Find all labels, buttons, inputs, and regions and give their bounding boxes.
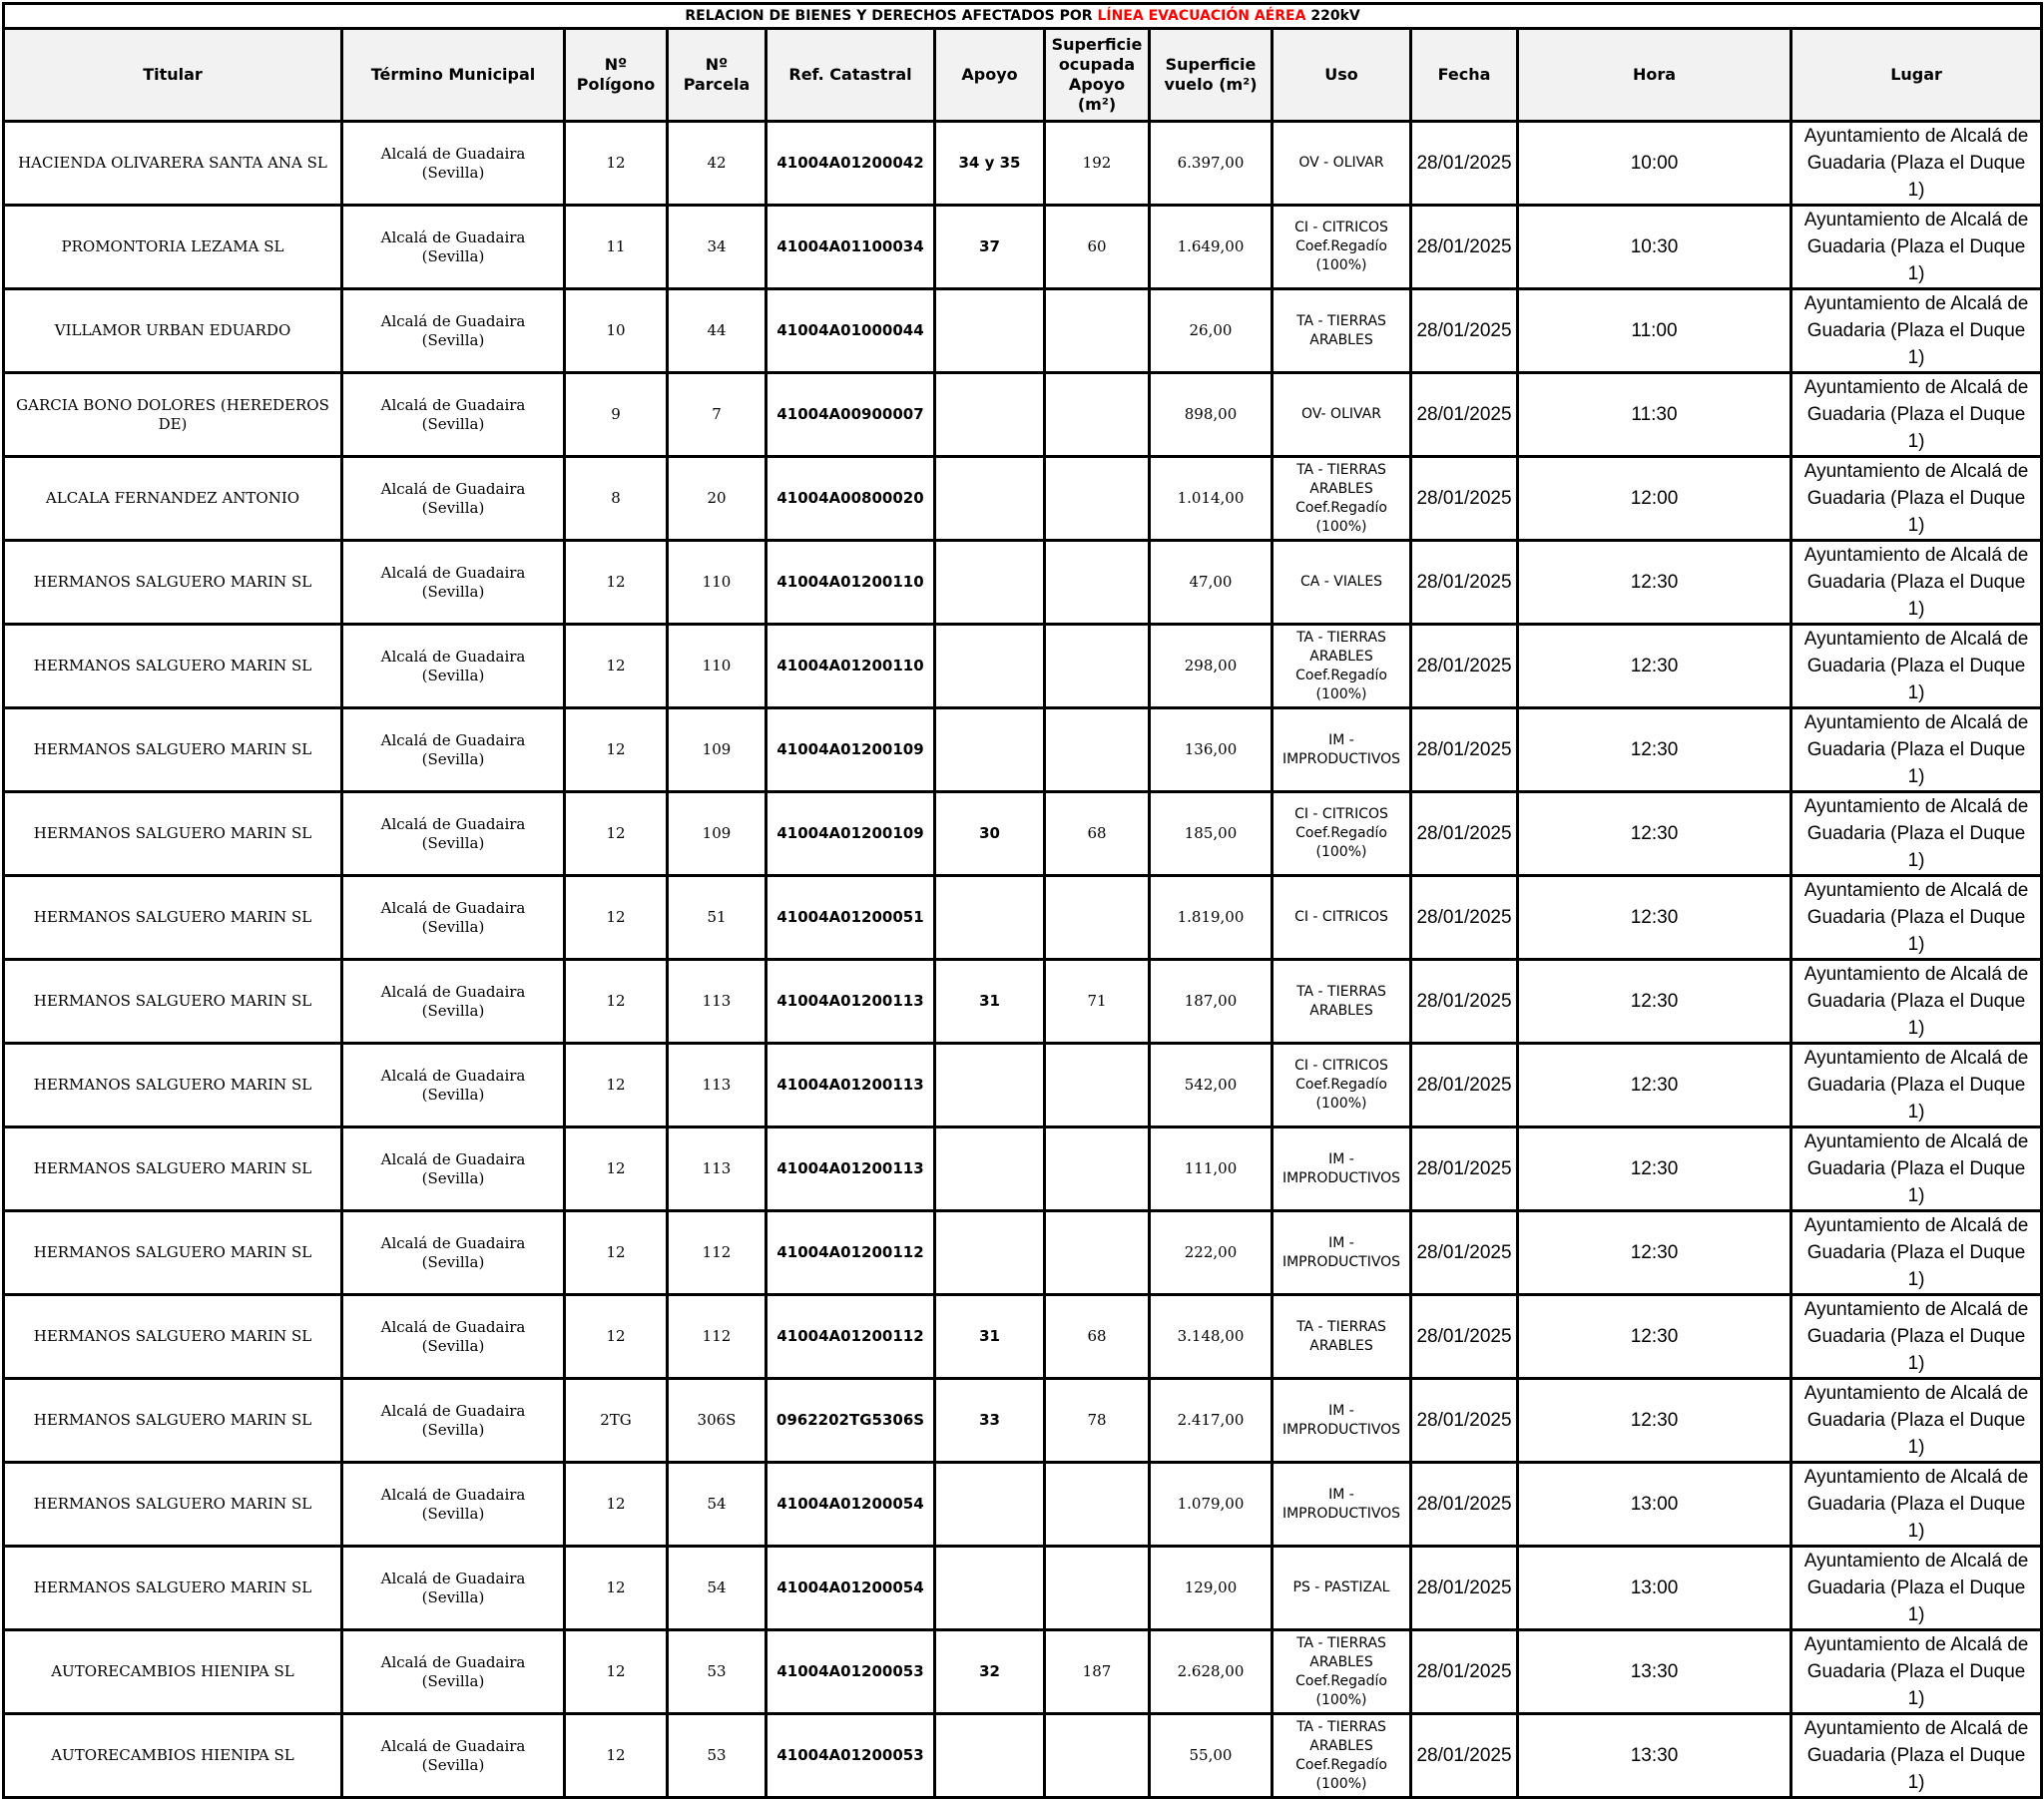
fecha-cell: 28/01/2025 [1411, 1630, 1518, 1714]
parcela-cell: 113 [668, 1127, 766, 1211]
hora-cell: 12:30 [1518, 541, 1791, 625]
poligono-cell: 12 [565, 792, 668, 876]
ref-catastral-cell: 41004A01200051 [766, 876, 935, 960]
header-hora: Hora [1518, 29, 1791, 122]
table-row [4, 1044, 2042, 1127]
fecha-cell: 28/01/2025 [1411, 1463, 1518, 1547]
apoyo-cell [935, 1127, 1045, 1211]
superficie-apoyo-cell [1045, 373, 1150, 457]
poligono-cell: 10 [565, 289, 668, 373]
table-row [4, 457, 2042, 541]
termino-cell: Alcalá de Guadaira (Sevilla) [342, 122, 565, 206]
parcela-cell: 42 [668, 122, 766, 206]
termino-cell: Alcalá de Guadaira (Sevilla) [342, 1295, 565, 1379]
superficie-vuelo-cell: 1.649,00 [1150, 206, 1273, 289]
hora-cell: 11:30 [1518, 373, 1791, 457]
superficie-apoyo-cell [1045, 457, 1150, 541]
superficie-apoyo-cell [1045, 541, 1150, 625]
termino-cell: Alcalá de Guadaira (Sevilla) [342, 541, 565, 625]
superficie-apoyo-cell [1045, 876, 1150, 960]
termino-cell: Alcalá de Guadaira (Sevilla) [342, 960, 565, 1044]
hora-cell: 13:00 [1518, 1547, 1791, 1630]
superficie-apoyo-cell [1045, 289, 1150, 373]
uso-cell: TA - TIERRAS ARABLES Coef.Regadío (100%) [1273, 1714, 1411, 1798]
poligono-cell: 12 [565, 1211, 668, 1295]
termino-cell: Alcalá de Guadaira (Sevilla) [342, 876, 565, 960]
table-row [4, 1714, 2042, 1798]
superficie-vuelo-cell: 298,00 [1150, 625, 1273, 708]
ref-catastral-cell: 41004A01200113 [766, 960, 935, 1044]
header-superficie-vuelo: Superficie vuelo (m²) [1150, 29, 1273, 122]
table-row [4, 625, 2042, 708]
termino-cell: Alcalá de Guadaira (Sevilla) [342, 1379, 565, 1463]
superficie-vuelo-cell: 1.079,00 [1150, 1463, 1273, 1547]
hora-cell: 12:30 [1518, 876, 1791, 960]
lugar-cell: Ayuntamiento de Alcalá de Guadaria (Plaza el Duque 1) [1791, 541, 2042, 625]
superficie-vuelo-cell: 1.819,00 [1150, 876, 1273, 960]
superficie-apoyo-cell: 192 [1045, 122, 1150, 206]
parcela-cell: 113 [668, 1044, 766, 1127]
apoyo-cell: 33 [935, 1379, 1045, 1463]
hora-cell: 12:30 [1518, 960, 1791, 1044]
fecha-cell: 28/01/2025 [1411, 1127, 1518, 1211]
hora-cell: 13:30 [1518, 1630, 1791, 1714]
fecha-cell: 28/01/2025 [1411, 1211, 1518, 1295]
titular-cell: HERMANOS SALGUERO MARIN SL [4, 1211, 342, 1295]
termino-cell: Alcalá de Guadaira (Sevilla) [342, 792, 565, 876]
apoyo-cell: 31 [935, 960, 1045, 1044]
superficie-apoyo-cell [1045, 1547, 1150, 1630]
hora-cell: 12:30 [1518, 708, 1791, 792]
uso-cell: CA - VIALES [1273, 541, 1411, 625]
parcela-cell: 113 [668, 960, 766, 1044]
termino-cell: Alcalá de Guadaira (Sevilla) [342, 1630, 565, 1714]
fecha-cell: 28/01/2025 [1411, 1379, 1518, 1463]
superficie-vuelo-cell: 47,00 [1150, 541, 1273, 625]
superficie-apoyo-cell: 68 [1045, 792, 1150, 876]
hora-cell: 13:00 [1518, 1463, 1791, 1547]
table-row [4, 122, 2042, 206]
header-ref-catastral: Ref. Catastral [766, 29, 935, 122]
lugar-cell: Ayuntamiento de Alcalá de Guadaria (Plaza el Duque 1) [1791, 792, 2042, 876]
apoyo-cell [935, 1714, 1045, 1798]
titular-cell: HERMANOS SALGUERO MARIN SL [4, 1463, 342, 1547]
parcela-cell: 44 [668, 289, 766, 373]
termino-cell: Alcalá de Guadaira (Sevilla) [342, 1714, 565, 1798]
parcela-cell: 109 [668, 708, 766, 792]
uso-cell: PS - PASTIZAL [1273, 1547, 1411, 1630]
ref-catastral-cell: 41004A01200113 [766, 1044, 935, 1127]
ref-catastral-cell: 41004A01100034 [766, 206, 935, 289]
titular-cell: HERMANOS SALGUERO MARIN SL [4, 960, 342, 1044]
superficie-vuelo-cell: 2.417,00 [1150, 1379, 1273, 1463]
ref-catastral-cell: 41004A01000044 [766, 289, 935, 373]
uso-cell: IM - IMPRODUCTIVOS [1273, 1211, 1411, 1295]
uso-cell: TA - TIERRAS ARABLES Coef.Regadío (100%) [1273, 625, 1411, 708]
superficie-vuelo-cell: 185,00 [1150, 792, 1273, 876]
apoyo-cell [935, 373, 1045, 457]
lugar-cell: Ayuntamiento de Alcalá de Guadaria (Plaza el Duque 1) [1791, 1295, 2042, 1379]
uso-cell: IM - IMPRODUCTIVOS [1273, 1127, 1411, 1211]
hora-cell: 12:30 [1518, 1379, 1791, 1463]
title-highlight: LÍNEA EVACUACIÓN AÉREA [1097, 8, 1306, 24]
poligono-cell: 8 [565, 457, 668, 541]
parcela-cell: 54 [668, 1547, 766, 1630]
apoyo-cell [935, 876, 1045, 960]
table-row [4, 1127, 2042, 1211]
lugar-cell: Ayuntamiento de Alcalá de Guadaria (Plaza el Duque 1) [1791, 1211, 2042, 1295]
ref-catastral-cell: 41004A01200053 [766, 1714, 935, 1798]
lugar-cell: Ayuntamiento de Alcalá de Guadaria (Plaza el Duque 1) [1791, 373, 2042, 457]
table-row [4, 1463, 2042, 1547]
uso-cell: TA - TIERRAS ARABLES Coef.Regadío (100%) [1273, 1630, 1411, 1714]
hora-cell: 12:30 [1518, 625, 1791, 708]
header-parcela: Nº Parcela [668, 29, 766, 122]
ref-catastral-cell: 41004A00800020 [766, 457, 935, 541]
uso-cell: TA - TIERRAS ARABLES [1273, 960, 1411, 1044]
lugar-cell: Ayuntamiento de Alcalá de Guadaria (Plaza el Duque 1) [1791, 1547, 2042, 1630]
titular-cell: HERMANOS SALGUERO MARIN SL [4, 1295, 342, 1379]
ref-catastral-cell: 0962202TG5306S [766, 1379, 935, 1463]
superficie-vuelo-cell: 3.148,00 [1150, 1295, 1273, 1379]
titular-cell: AUTORECAMBIOS HIENIPA SL [4, 1630, 342, 1714]
fecha-cell: 28/01/2025 [1411, 708, 1518, 792]
uso-cell: OV - OLIVAR [1273, 122, 1411, 206]
termino-cell: Alcalá de Guadaira (Sevilla) [342, 206, 565, 289]
titular-cell: HERMANOS SALGUERO MARIN SL [4, 1127, 342, 1211]
superficie-vuelo-cell: 2.628,00 [1150, 1630, 1273, 1714]
parcela-cell: 34 [668, 206, 766, 289]
apoyo-cell [935, 1547, 1045, 1630]
termino-cell: Alcalá de Guadaira (Sevilla) [342, 708, 565, 792]
fecha-cell: 28/01/2025 [1411, 960, 1518, 1044]
ref-catastral-cell: 41004A01200113 [766, 1127, 935, 1211]
fecha-cell: 28/01/2025 [1411, 625, 1518, 708]
hora-cell: 10:30 [1518, 206, 1791, 289]
titular-cell: ALCALA FERNANDEZ ANTONIO [4, 457, 342, 541]
uso-cell: TA - TIERRAS ARABLES [1273, 289, 1411, 373]
table-row [4, 792, 2042, 876]
lugar-cell: Ayuntamiento de Alcalá de Guadaria (Plaza el Duque 1) [1791, 122, 2042, 206]
superficie-vuelo-cell: 136,00 [1150, 708, 1273, 792]
superficie-apoyo-cell: 71 [1045, 960, 1150, 1044]
document-sheet [2, 2, 2040, 1799]
fecha-cell: 28/01/2025 [1411, 541, 1518, 625]
superficie-apoyo-cell [1045, 1127, 1150, 1211]
poligono-cell: 12 [565, 960, 668, 1044]
table-row [4, 541, 2042, 625]
lugar-cell: Ayuntamiento de Alcalá de Guadaria (Plaza el Duque 1) [1791, 1127, 2042, 1211]
apoyo-cell [935, 708, 1045, 792]
superficie-apoyo-cell: 60 [1045, 206, 1150, 289]
title-row [4, 4, 2042, 29]
titular-cell: HERMANOS SALGUERO MARIN SL [4, 541, 342, 625]
apoyo-cell [935, 1211, 1045, 1295]
termino-cell: Alcalá de Guadaira (Sevilla) [342, 625, 565, 708]
header-uso: Uso [1273, 29, 1411, 122]
lugar-cell: Ayuntamiento de Alcalá de Guadaria (Plaza el Duque 1) [1791, 1714, 2042, 1798]
termino-cell: Alcalá de Guadaira (Sevilla) [342, 1547, 565, 1630]
uso-cell: IM - IMPRODUCTIVOS [1273, 1379, 1411, 1463]
fecha-cell: 28/01/2025 [1411, 373, 1518, 457]
uso-cell: CI - CITRICOS Coef.Regadío (100%) [1273, 206, 1411, 289]
table-row [4, 876, 2042, 960]
poligono-cell: 12 [565, 122, 668, 206]
parcela-cell: 110 [668, 625, 766, 708]
termino-cell: Alcalá de Guadaira (Sevilla) [342, 1463, 565, 1547]
apoyo-cell: 37 [935, 206, 1045, 289]
uso-cell: CI - CITRICOS Coef.Regadío (100%) [1273, 792, 1411, 876]
titular-cell: HACIENDA OLIVARERA SANTA ANA SL [4, 122, 342, 206]
table-row [4, 289, 2042, 373]
lugar-cell: Ayuntamiento de Alcalá de Guadaria (Plaza el Duque 1) [1791, 1044, 2042, 1127]
uso-cell: TA - TIERRAS ARABLES Coef.Regadío (100%) [1273, 457, 1411, 541]
parcela-cell: 112 [668, 1295, 766, 1379]
hora-cell: 11:00 [1518, 289, 1791, 373]
poligono-cell: 12 [565, 541, 668, 625]
apoyo-cell [935, 1044, 1045, 1127]
table-row [4, 1211, 2042, 1295]
uso-cell: IM - IMPRODUCTIVOS [1273, 708, 1411, 792]
parcela-cell: 53 [668, 1630, 766, 1714]
table-row [4, 708, 2042, 792]
superficie-apoyo-cell: 68 [1045, 1295, 1150, 1379]
ref-catastral-cell: 41004A01200053 [766, 1630, 935, 1714]
hora-cell: 10:00 [1518, 122, 1791, 206]
ref-catastral-cell: 41004A01200110 [766, 625, 935, 708]
superficie-apoyo-cell [1045, 1714, 1150, 1798]
superficie-vuelo-cell: 26,00 [1150, 289, 1273, 373]
apoyo-cell [935, 541, 1045, 625]
poligono-cell: 12 [565, 1630, 668, 1714]
table-row [4, 960, 2042, 1044]
parcela-cell: 110 [668, 541, 766, 625]
table-row [4, 373, 2042, 457]
hora-cell: 12:00 [1518, 457, 1791, 541]
fecha-cell: 28/01/2025 [1411, 1714, 1518, 1798]
fecha-cell: 28/01/2025 [1411, 1295, 1518, 1379]
uso-cell: CI - CITRICOS [1273, 876, 1411, 960]
titular-cell: HERMANOS SALGUERO MARIN SL [4, 625, 342, 708]
hora-cell: 12:30 [1518, 1044, 1791, 1127]
poligono-cell: 11 [565, 206, 668, 289]
header-row [4, 29, 2042, 122]
lugar-cell: Ayuntamiento de Alcalá de Guadaria (Plaza el Duque 1) [1791, 960, 2042, 1044]
uso-cell: CI - CITRICOS Coef.Regadío (100%) [1273, 1044, 1411, 1127]
uso-cell: TA - TIERRAS ARABLES [1273, 1295, 1411, 1379]
lugar-cell: Ayuntamiento de Alcalá de Guadaria (Plaza el Duque 1) [1791, 206, 2042, 289]
superficie-vuelo-cell: 222,00 [1150, 1211, 1273, 1295]
table-row [4, 1295, 2042, 1379]
parcela-cell: 7 [668, 373, 766, 457]
table-row [4, 1379, 2042, 1463]
lugar-cell: Ayuntamiento de Alcalá de Guadaria (Plaza el Duque 1) [1791, 708, 2042, 792]
header-fecha: Fecha [1411, 29, 1518, 122]
fecha-cell: 28/01/2025 [1411, 1547, 1518, 1630]
lugar-cell: Ayuntamiento de Alcalá de Guadaria (Plaza el Duque 1) [1791, 457, 2042, 541]
apoyo-cell: 32 [935, 1630, 1045, 1714]
titular-cell: HERMANOS SALGUERO MARIN SL [4, 1044, 342, 1127]
fecha-cell: 28/01/2025 [1411, 289, 1518, 373]
affected-properties-table [2, 2, 2043, 1799]
header-superficie-apoyo: Superficie ocupada Apoyo (m²) [1045, 29, 1150, 122]
fecha-cell: 28/01/2025 [1411, 206, 1518, 289]
titular-cell: HERMANOS SALGUERO MARIN SL [4, 1547, 342, 1630]
fecha-cell: 28/01/2025 [1411, 122, 1518, 206]
ref-catastral-cell: 41004A00900007 [766, 373, 935, 457]
header-poligono: Nº Polígono [565, 29, 668, 122]
header-titular: Titular [4, 29, 342, 122]
lugar-cell: Ayuntamiento de Alcalá de Guadaria (Plaza el Duque 1) [1791, 876, 2042, 960]
parcela-cell: 53 [668, 1714, 766, 1798]
hora-cell: 13:30 [1518, 1714, 1791, 1798]
parcela-cell: 112 [668, 1211, 766, 1295]
superficie-vuelo-cell: 55,00 [1150, 1714, 1273, 1798]
parcela-cell: 51 [668, 876, 766, 960]
superficie-apoyo-cell: 187 [1045, 1630, 1150, 1714]
table-row [4, 1547, 2042, 1630]
apoyo-cell: 31 [935, 1295, 1045, 1379]
superficie-vuelo-cell: 1.014,00 [1150, 457, 1273, 541]
titular-cell: HERMANOS SALGUERO MARIN SL [4, 1379, 342, 1463]
apoyo-cell [935, 625, 1045, 708]
poligono-cell: 9 [565, 373, 668, 457]
titular-cell: GARCIA BONO DOLORES (HEREDEROS DE) [4, 373, 342, 457]
uso-cell: IM - IMPRODUCTIVOS [1273, 1463, 1411, 1547]
uso-cell: OV- OLIVAR [1273, 373, 1411, 457]
superficie-vuelo-cell: 111,00 [1150, 1127, 1273, 1211]
titular-cell: HERMANOS SALGUERO MARIN SL [4, 792, 342, 876]
superficie-apoyo-cell [1045, 1211, 1150, 1295]
poligono-cell: 12 [565, 1295, 668, 1379]
hora-cell: 12:30 [1518, 1211, 1791, 1295]
titular-cell: VILLAMOR URBAN EDUARDO [4, 289, 342, 373]
poligono-cell: 12 [565, 1463, 668, 1547]
titular-cell: HERMANOS SALGUERO MARIN SL [4, 708, 342, 792]
lugar-cell: Ayuntamiento de Alcalá de Guadaria (Plaza el Duque 1) [1791, 1379, 2042, 1463]
table-title [4, 4, 2042, 29]
titular-cell: PROMONTORIA LEZAMA SL [4, 206, 342, 289]
apoyo-cell: 34 y 35 [935, 122, 1045, 206]
fecha-cell: 28/01/2025 [1411, 792, 1518, 876]
fecha-cell: 28/01/2025 [1411, 1044, 1518, 1127]
ref-catastral-cell: 41004A01200042 [766, 122, 935, 206]
titular-cell: AUTORECAMBIOS HIENIPA SL [4, 1714, 342, 1798]
lugar-cell: Ayuntamiento de Alcalá de Guadaria (Plaza el Duque 1) [1791, 289, 2042, 373]
ref-catastral-cell: 41004A01200109 [766, 792, 935, 876]
ref-catastral-cell: 41004A01200054 [766, 1463, 935, 1547]
titular-cell: HERMANOS SALGUERO MARIN SL [4, 876, 342, 960]
termino-cell: Alcalá de Guadaira (Sevilla) [342, 457, 565, 541]
superficie-apoyo-cell [1045, 708, 1150, 792]
superficie-vuelo-cell: 542,00 [1150, 1044, 1273, 1127]
ref-catastral-cell: 41004A01200110 [766, 541, 935, 625]
title-suffix: 220kV [1305, 8, 1360, 24]
superficie-vuelo-cell: 187,00 [1150, 960, 1273, 1044]
poligono-cell: 12 [565, 1547, 668, 1630]
lugar-cell: Ayuntamiento de Alcalá de Guadaria (Plaza el Duque 1) [1791, 1630, 2042, 1714]
superficie-apoyo-cell [1045, 625, 1150, 708]
poligono-cell: 12 [565, 876, 668, 960]
hora-cell: 12:30 [1518, 1295, 1791, 1379]
apoyo-cell [935, 289, 1045, 373]
poligono-cell: 12 [565, 625, 668, 708]
superficie-apoyo-cell [1045, 1044, 1150, 1127]
superficie-vuelo-cell: 129,00 [1150, 1547, 1273, 1630]
poligono-cell: 2TG [565, 1379, 668, 1463]
termino-cell: Alcalá de Guadaira (Sevilla) [342, 1044, 565, 1127]
apoyo-cell [935, 457, 1045, 541]
fecha-cell: 28/01/2025 [1411, 457, 1518, 541]
lugar-cell: Ayuntamiento de Alcalá de Guadaria (Plaza el Duque 1) [1791, 625, 2042, 708]
termino-cell: Alcalá de Guadaira (Sevilla) [342, 1211, 565, 1295]
termino-cell: Alcalá de Guadaira (Sevilla) [342, 289, 565, 373]
header-termino: Término Municipal [342, 29, 565, 122]
parcela-cell: 20 [668, 457, 766, 541]
ref-catastral-cell: 41004A01200109 [766, 708, 935, 792]
poligono-cell: 12 [565, 1714, 668, 1798]
termino-cell: Alcalá de Guadaira (Sevilla) [342, 1127, 565, 1211]
header-apoyo: Apoyo [935, 29, 1045, 122]
table-row [4, 1630, 2042, 1714]
poligono-cell: 12 [565, 1044, 668, 1127]
title-prefix: RELACION DE BIENES Y DERECHOS AFECTADOS POR [685, 8, 1098, 24]
termino-cell: Alcalá de Guadaira (Sevilla) [342, 373, 565, 457]
ref-catastral-cell: 41004A01200112 [766, 1295, 935, 1379]
header-lugar: Lugar [1791, 29, 2042, 122]
superficie-apoyo-cell [1045, 1463, 1150, 1547]
fecha-cell: 28/01/2025 [1411, 876, 1518, 960]
hora-cell: 12:30 [1518, 1127, 1791, 1211]
table-row [4, 206, 2042, 289]
lugar-cell: Ayuntamiento de Alcalá de Guadaria (Plaza el Duque 1) [1791, 1463, 2042, 1547]
superficie-apoyo-cell: 78 [1045, 1379, 1150, 1463]
parcela-cell: 109 [668, 792, 766, 876]
ref-catastral-cell: 41004A01200112 [766, 1211, 935, 1295]
superficie-vuelo-cell: 898,00 [1150, 373, 1273, 457]
superficie-vuelo-cell: 6.397,00 [1150, 122, 1273, 206]
poligono-cell: 12 [565, 1127, 668, 1211]
parcela-cell: 54 [668, 1463, 766, 1547]
parcela-cell: 306S [668, 1379, 766, 1463]
poligono-cell: 12 [565, 708, 668, 792]
apoyo-cell: 30 [935, 792, 1045, 876]
ref-catastral-cell: 41004A01200054 [766, 1547, 935, 1630]
hora-cell: 12:30 [1518, 792, 1791, 876]
apoyo-cell [935, 1463, 1045, 1547]
